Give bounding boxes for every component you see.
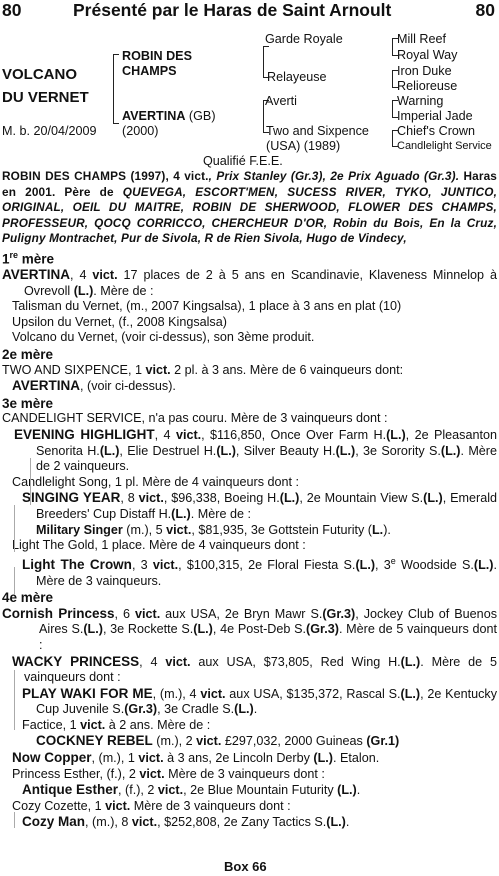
pedigree-bracket-gs4 <box>392 130 393 147</box>
antique-esther-entry: Antique Esther, (f.), 2 vict., 2e Blue Mountain Futurity (L.). <box>22 782 361 798</box>
descendant-rule-1 <box>30 458 32 505</box>
grandsire-2: Relayeuse <box>267 70 327 84</box>
produce-1: Talisman du Vernet, (m., 2007 Kingsalsa), 1 place à 3 ans en plat (10) <box>12 299 402 314</box>
grandsire-1: Garde Royale <box>265 32 343 46</box>
dam-year: (2000) <box>122 124 159 138</box>
horse-info: M. b. 20/04/2009 <box>2 124 97 138</box>
factice-entry: Factice, 1 vict. à 2 ans. Mère de : <box>22 717 211 732</box>
section-4e-mere: 4e mère <box>2 590 54 606</box>
produce-2: Upsilon du Vernet, (f., 2008 Kingsalsa) <box>12 314 227 329</box>
great-grandsire-6: Imperial Jade <box>397 109 473 123</box>
grandsire-3: Averti <box>265 94 297 108</box>
page-number-right: 80 <box>475 0 495 20</box>
great-grandsire-8: Candlelight Service <box>397 140 492 152</box>
descendant-rule-2 <box>14 505 16 552</box>
section-2e-mere: 2e mère <box>2 347 54 363</box>
great-grandsire-2: Royal Way <box>397 48 458 62</box>
descendant-rule-5 <box>14 812 16 828</box>
second-dam-produce: AVERTINA, (voir ci-dessus). <box>12 378 176 394</box>
section-1re-mere: 1re mère <box>2 249 55 267</box>
great-grandsire-5: Warning <box>397 94 444 108</box>
military-singer-entry: Military Singer (m.), 5 vict., $81,935, 3e Gottstein Futurity (L.). <box>36 522 391 537</box>
second-dam-entry: TWO AND SIXPENCE, 1 vict. 2 pl. à 3 ans. Mère de 6 vainqueurs dont: <box>2 362 404 377</box>
pedigree-bracket-main <box>113 54 114 124</box>
box-number: Box 66 <box>224 859 267 874</box>
candlelight-song-entry: Candlelight Song, 1 pl. Mère de 4 vainqueurs dont : <box>12 474 300 489</box>
wacky-princess-entry: WACKY PRINCESS, 4 vict. aux USA, $73,805, Red Wing H.(L.). Mère de 5 vainqueurs dont : <box>12 653 497 685</box>
third-dam-entry: CANDELIGHT SERVICE, n'a pas couru. Mère de 3 vainqueurs dont : <box>2 411 388 426</box>
dam-name: AVERTINA (GB) <box>122 109 216 123</box>
pedigree-bracket-gs1 <box>392 38 393 56</box>
cozy-man-entry: Cozy Man, (m.), 8 vict., $252,808, 2e Zany Tactics S.(L.). <box>22 814 350 830</box>
grandsire-4: Two and Sixpence <box>266 124 369 138</box>
pedigree-bracket-sire <box>263 46 264 78</box>
descendant-rule-4 <box>14 670 16 730</box>
great-grandsire-4: Relioreuse <box>397 79 458 93</box>
play-waki-entry: PLAY WAKI FOR ME, (m.), 4 vict. aux USA, $135,372, Rascal S.(L.), 2e Kentucky Cup Juvenile S.(Gr.3), 3e Cradle S.(L.). <box>22 685 497 717</box>
dam-entry: AVERTINA, 4 vict. 17 places de 2 à 5 ans en Scandinavie, Klaveness Minnelop à Ovrevoll (L.). Mère de : <box>2 267 497 298</box>
great-grandsire-7: Chief's Crown <box>397 124 475 138</box>
descendant-rule-3 <box>14 567 16 595</box>
horse-name-line2: DU VERNET <box>2 89 89 106</box>
princess-esther-entry: Princess Esther, (f.), 2 vict. Mère de 3 vainqueurs dont : <box>12 766 325 781</box>
produce-3: Volcano du Vernet, (voir ci-dessus), son 3ème produit. <box>12 330 315 345</box>
singing-year-entry: SINGING YEAR, 8 vict., $96,338, Boeing H.(L.), 2e Mountain View S.(L.), Emerald Breeders' Cup Distaff H.(L.). Mère de : <box>22 490 497 521</box>
great-grandsire-3: Iron Duke <box>397 64 452 78</box>
pedigree-bracket-dam <box>263 100 264 133</box>
cockney-rebel-entry: COCKNEY REBEL (m.), 2 vict. £297,032, 2000 Guineas (Gr.1) <box>36 733 400 749</box>
great-grandsire-1: Mill Reef <box>397 32 446 46</box>
now-copper-entry: Now Copper, (m.), 1 vict. à 3 ans, 2e Lincoln Derby (L.). Etalon. <box>12 750 380 766</box>
section-3e-mere: 3e mère <box>2 395 54 411</box>
catalogue-body <box>2 155 497 831</box>
grandsire-4-origin: (USA) (1989) <box>266 139 341 153</box>
cornish-princess-entry: Cornish Princess, 6 vict. aux USA, 2e Bryn Mawr S.(Gr.3), Jockey Club of Buenos Aires S.(L.), 3e Rockette S.(L.), 4e Post-Deb S.(Gr.3). Mère de 5 vainqueurs dont : <box>2 605 497 652</box>
light-the-gold-entry: Light The Gold, 1 place. Mère de 4 vainqueurs dont : <box>12 538 306 553</box>
pedigree-bracket-gs2 <box>392 70 393 88</box>
page-title: Présenté par le Haras de Saint Arnoult <box>73 0 392 20</box>
qualified-label: Qualifié F.E.E. <box>203 154 283 168</box>
cozy-cozette-entry: Cozy Cozette, 1 vict. Mère de 3 vainqueurs dont : <box>12 798 291 813</box>
pedigree-bracket-gs3 <box>392 100 393 118</box>
light-the-crown-entry: Light The Crown, 3 vict., $100,315, 2e Floral Fiesta S.(L.), 3e Woodside S.(L.). Mère de 3 vainqueurs. <box>22 555 497 588</box>
horse-name-line1: VOLCANO <box>2 66 77 83</box>
evening-highlight-entry: EVENING HIGHLIGHT, 4 vict., $116,850, Once Over Farm H.(L.), 2e Pleasanton Senorita H.(L.), Elie Destruel H.(L.), Silver Beauty H.(L.), 3e Sorority S.(L.). Mère de 2 vainqueurs. <box>14 427 498 474</box>
sire-description: ROBIN DES CHAMPS (1997), 4 vict., Prix Stanley (Gr.3), 2e Prix Aguado (Gr.3). Haras en 2001. Père de QUEVEGA, ESCORT'MEN, SUCESS RIVER, TYKO, JUNTICO, ORIGINAL, OEIL DU MAITRE, ROBIN DE SHERWOOD, FLOWER DES CHAMPS, PROFESSEUR, QOCQ CORRICCO, CHERCHEUR D'OR, Robin du Bois, En la Cruz, Puligny Montrachet, Pur de Sivola, R de Rien Sivola, Hugo de Vindecy, <box>2 169 498 246</box>
sire-name: ROBIN DES CHAMPS <box>122 49 192 78</box>
page-number-left: 80 <box>2 0 22 20</box>
